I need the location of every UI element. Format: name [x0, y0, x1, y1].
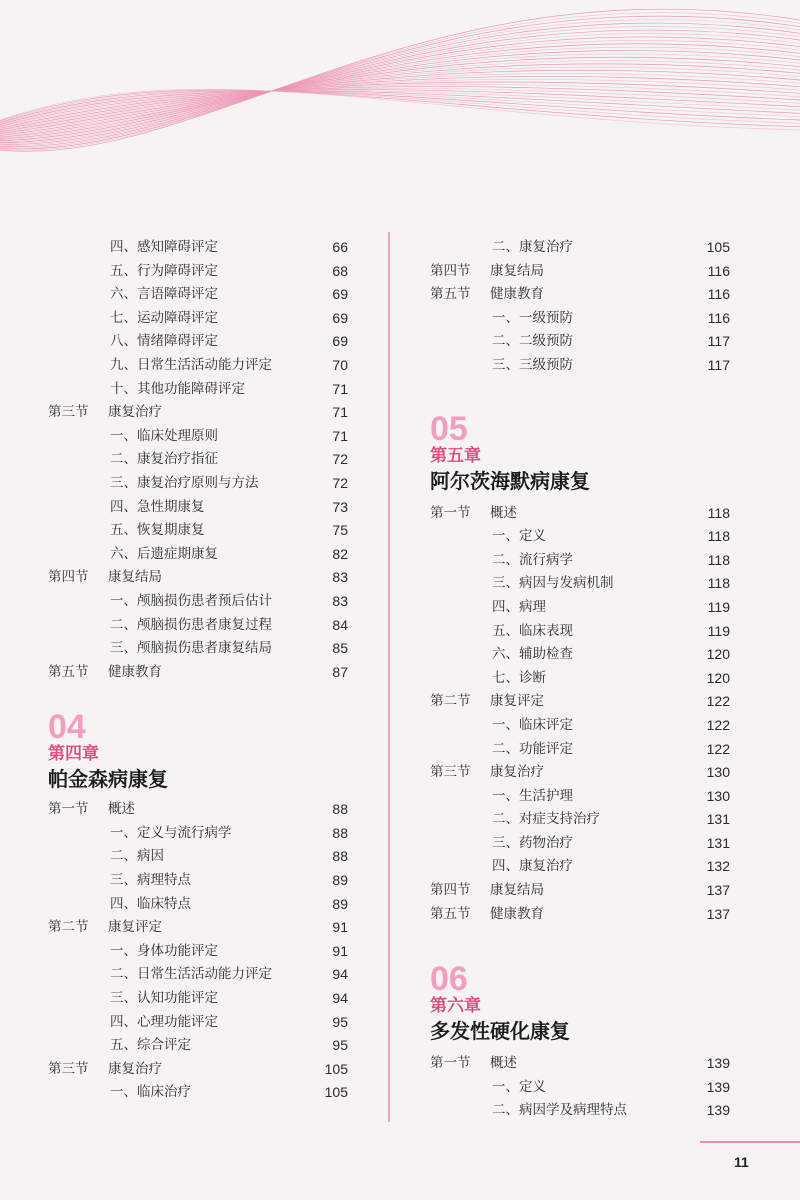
entry-title: 二、二级预防 — [492, 333, 573, 350]
page-ref: 118 — [707, 528, 730, 545]
chapter-title: 多发性硬化康复 — [430, 1019, 570, 1044]
page-ref: 94 — [332, 990, 348, 1007]
toc-left-column — [48, 236, 348, 1105]
toc-item-entry[interactable] — [48, 472, 348, 496]
toc-section-entry[interactable] — [48, 401, 348, 425]
page-ref: 72 — [332, 451, 348, 468]
page-ref: 132 — [706, 858, 730, 875]
page-ref: 71 — [332, 427, 348, 444]
toc-section-entry[interactable] — [430, 502, 730, 526]
section-number: 第一节 — [48, 801, 89, 818]
page-ref: 85 — [332, 640, 348, 657]
toc-list-continued — [430, 236, 730, 378]
page-ref: 117 — [707, 356, 730, 373]
entry-title: 七、运动障碍评定 — [110, 309, 218, 326]
page-ref: 139 — [706, 1102, 730, 1119]
page-ref: 69 — [332, 309, 348, 326]
toc-item-entry[interactable] — [430, 307, 730, 331]
entry-title: 一、生活护理 — [492, 787, 573, 804]
entry-title: 一、临床治疗 — [110, 1084, 191, 1101]
toc-item-entry[interactable] — [430, 549, 730, 573]
page-ref: 139 — [706, 1055, 730, 1072]
page-ref: 105 — [324, 1060, 348, 1077]
entry-title: 三、病因与发病机制 — [492, 575, 614, 592]
page-ref: 122 — [706, 716, 730, 733]
entry-title: 二、康复治疗指征 — [110, 451, 218, 468]
chapter-title: 阿尔茨海默病康复 — [430, 468, 590, 493]
page-ref: 131 — [706, 834, 730, 851]
section-number: 第五节 — [430, 286, 471, 303]
entry-title: 一、身体功能评定 — [110, 942, 218, 959]
entry-title: 六、言语障碍评定 — [110, 286, 218, 303]
entry-title: 一、颅脑损伤患者预后估计 — [110, 592, 272, 609]
footer-accent-line — [700, 1141, 800, 1143]
entry-title: 二、康复治疗 — [492, 239, 573, 255]
entry-title: 健康教育 — [108, 663, 162, 680]
entry-title: 一、临床评定 — [492, 716, 573, 733]
entry-title: 一、定义与流行病学 — [110, 824, 232, 841]
entry-title: 四、急性期康复 — [110, 498, 205, 515]
entry-title: 四、病理 — [492, 598, 546, 615]
entry-title: 三、三级预防 — [492, 356, 573, 373]
toc-section-entry[interactable] — [48, 916, 348, 940]
page-ref: 95 — [332, 1037, 348, 1054]
toc-item-entry[interactable] — [430, 667, 730, 691]
page-ref: 75 — [332, 522, 348, 539]
toc-item-entry[interactable] — [48, 330, 348, 354]
entry-title: 二、病因学及病理特点 — [492, 1102, 627, 1119]
toc-item-entry[interactable] — [430, 643, 730, 667]
toc-item-entry[interactable] — [48, 448, 348, 472]
page-ref: 70 — [332, 356, 348, 373]
toc-section-entry[interactable] — [48, 661, 348, 685]
page-number: 11 — [734, 1154, 749, 1170]
entry-title: 二、日常生活活动能力评定 — [110, 966, 272, 983]
entry-title: 概述 — [490, 1055, 517, 1072]
toc-item-entry[interactable] — [48, 260, 348, 284]
entry-title: 八、情绪障碍评定 — [110, 333, 218, 350]
entry-title: 概述 — [490, 504, 517, 521]
toc-section-entry[interactable] — [48, 566, 348, 590]
toc-item-entry[interactable] — [48, 1081, 348, 1105]
wave-line — [0, 90, 800, 125]
entry-title: 一、临床处理原则 — [110, 427, 218, 444]
entry-title: 五、恢复期康复 — [110, 522, 205, 539]
chapter-heading-4 — [48, 710, 348, 792]
toc-item-entry[interactable] — [48, 590, 348, 614]
entry-title: 二、流行病学 — [492, 551, 573, 568]
toc-item-entry[interactable] — [430, 738, 730, 762]
entry-title: 四、感知障碍评定 — [110, 239, 218, 255]
toc-item-entry[interactable] — [430, 354, 730, 378]
section-number: 第五节 — [430, 905, 471, 922]
toc-item-entry[interactable] — [48, 543, 348, 567]
toc-list-chapter-6 — [430, 1052, 730, 1123]
page-ref: 116 — [707, 309, 730, 326]
page-ref: 105 — [324, 1084, 348, 1101]
section-number: 第四节 — [48, 569, 89, 586]
toc-item-entry[interactable] — [48, 307, 348, 331]
page-ref: 94 — [332, 966, 348, 983]
entry-title: 三、药物治疗 — [492, 834, 573, 851]
toc-item-entry[interactable] — [48, 963, 348, 987]
page-ref: 68 — [332, 262, 348, 279]
toc-item-entry[interactable] — [48, 1034, 348, 1058]
section-number: 第五节 — [48, 663, 89, 680]
entry-title: 康复结局 — [490, 262, 544, 279]
toc-section-entry[interactable] — [430, 283, 730, 307]
chapter-label: 第四章 — [48, 744, 99, 765]
toc-item-entry[interactable] — [48, 496, 348, 520]
toc-list-chapter-4 — [48, 798, 348, 1105]
toc-section-entry[interactable] — [48, 798, 348, 822]
entry-title: 十、其他功能障碍评定 — [110, 380, 245, 397]
entry-title: 七、诊断 — [492, 669, 546, 686]
page-ref: 69 — [332, 333, 348, 350]
toc-item-entry[interactable] — [430, 832, 730, 856]
toc-item-entry[interactable] — [48, 893, 348, 917]
page-ref: 84 — [332, 616, 348, 633]
section-number: 第一节 — [430, 1055, 471, 1072]
entry-title: 三、颅脑损伤患者康复结局 — [110, 640, 272, 657]
page-ref: 82 — [332, 545, 348, 562]
toc-item-entry[interactable] — [430, 785, 730, 809]
entry-title: 康复治疗 — [108, 404, 162, 421]
toc-item-entry[interactable] — [48, 869, 348, 893]
section-number: 第二节 — [430, 693, 471, 710]
toc-list-continued — [48, 236, 348, 684]
toc-right-column — [430, 236, 730, 1123]
toc-list-chapter-5 — [430, 502, 730, 927]
chapter-heading-5 — [430, 409, 730, 494]
toc-section-entry[interactable] — [430, 761, 730, 785]
page-ref: 118 — [707, 575, 730, 592]
page-ref: 73 — [332, 498, 348, 515]
toc-item-entry[interactable] — [430, 572, 730, 596]
page-ref: 137 — [706, 905, 730, 922]
page-ref: 116 — [707, 286, 730, 303]
toc-item-entry[interactable] — [430, 714, 730, 738]
toc-item-entry[interactable] — [48, 940, 348, 964]
entry-title: 一、定义 — [492, 1078, 546, 1095]
entry-title: 五、综合评定 — [110, 1037, 191, 1054]
page-ref: 120 — [706, 646, 730, 663]
entry-title: 概述 — [108, 801, 135, 818]
toc-item-entry[interactable] — [48, 637, 348, 661]
page-ref: 69 — [332, 286, 348, 303]
toc-item-entry[interactable] — [48, 425, 348, 449]
chapter-number: 04 — [48, 708, 86, 747]
entry-title: 二、对症支持治疗 — [492, 811, 600, 828]
page-ref: 88 — [332, 824, 348, 841]
toc-item-entry[interactable] — [48, 236, 348, 260]
section-number: 第一节 — [430, 504, 471, 521]
toc-section-entry[interactable] — [430, 879, 730, 903]
page-ref: 83 — [332, 592, 348, 609]
entry-title: 健康教育 — [490, 905, 544, 922]
toc-item-entry[interactable] — [430, 855, 730, 879]
section-number: 第四节 — [430, 882, 471, 899]
entry-title: 二、功能评定 — [492, 740, 573, 757]
entry-title: 二、颅脑损伤患者康复过程 — [110, 616, 272, 633]
wave-line — [0, 30, 800, 145]
page-ref: 83 — [332, 569, 348, 586]
toc-item-entry[interactable] — [48, 845, 348, 869]
page-ref: 120 — [706, 669, 730, 686]
entry-title: 四、临床特点 — [110, 895, 191, 912]
toc-section-entry[interactable] — [430, 903, 730, 927]
toc-item-entry[interactable] — [48, 822, 348, 846]
toc-item-entry[interactable] — [48, 354, 348, 378]
toc-item-entry[interactable] — [430, 596, 730, 620]
decorative-wave-lines — [0, 0, 800, 180]
section-number: 第三节 — [48, 1060, 89, 1077]
toc-item-entry[interactable] — [430, 525, 730, 549]
toc-item-entry[interactable] — [48, 283, 348, 307]
entry-title: 康复结局 — [108, 569, 162, 586]
page-ref: 72 — [332, 474, 348, 491]
entry-title: 五、行为障碍评定 — [110, 262, 218, 279]
page-ref: 89 — [332, 895, 348, 912]
toc-item-entry[interactable] — [48, 378, 348, 402]
page-ref: 66 — [332, 239, 348, 255]
toc-item-entry[interactable] — [48, 987, 348, 1011]
toc-item-entry[interactable] — [48, 614, 348, 638]
page-ref: 122 — [706, 740, 730, 757]
entry-title: 康复治疗 — [490, 764, 544, 781]
page-ref: 105 — [706, 239, 730, 255]
entry-title: 九、日常生活活动能力评定 — [110, 356, 272, 373]
page-ref: 122 — [706, 693, 730, 710]
toc-section-entry[interactable] — [48, 1058, 348, 1082]
entry-title: 一、定义 — [492, 528, 546, 545]
entry-title: 康复治疗 — [108, 1060, 162, 1077]
page-ref: 71 — [332, 380, 348, 397]
entry-title: 康复评定 — [108, 919, 162, 936]
page-ref: 118 — [707, 551, 730, 568]
entry-title: 四、心理功能评定 — [110, 1013, 218, 1030]
page-ref: 88 — [332, 801, 348, 818]
entry-title: 健康教育 — [490, 286, 544, 303]
page-ref: 117 — [707, 333, 730, 350]
page-ref: 131 — [706, 811, 730, 828]
entry-title: 一、一级预防 — [492, 309, 573, 326]
chapter-label: 第五章 — [430, 445, 481, 466]
section-number: 第三节 — [430, 764, 471, 781]
page-ref: 119 — [707, 622, 730, 639]
page-ref: 89 — [332, 872, 348, 889]
toc-section-entry[interactable] — [430, 1052, 730, 1076]
page-ref: 130 — [706, 787, 730, 804]
chapter-heading-6 — [430, 962, 730, 1044]
toc-item-entry[interactable] — [430, 1099, 730, 1123]
toc-item-entry[interactable] — [430, 330, 730, 354]
page-ref: 91 — [332, 942, 348, 959]
page-ref: 88 — [332, 848, 348, 865]
entry-title: 二、病因 — [110, 848, 164, 865]
page-ref: 139 — [706, 1078, 730, 1095]
chapter-title: 帕金森病康复 — [48, 767, 168, 792]
entry-title: 三、认知功能评定 — [110, 990, 218, 1007]
toc-item-entry[interactable] — [430, 620, 730, 644]
column-divider — [388, 232, 390, 1122]
toc-item-entry[interactable] — [48, 519, 348, 543]
page-ref: 71 — [332, 404, 348, 421]
page-ref: 130 — [706, 764, 730, 781]
section-number: 第三节 — [48, 404, 89, 421]
toc-section-entry[interactable] — [430, 690, 730, 714]
entry-title: 三、病理特点 — [110, 872, 191, 889]
entry-title: 康复结局 — [490, 882, 544, 899]
toc-item-entry[interactable] — [430, 1076, 730, 1100]
section-number: 第四节 — [430, 262, 471, 279]
entry-title: 三、康复治疗原则与方法 — [110, 474, 259, 491]
chapter-label: 第六章 — [430, 996, 481, 1017]
toc-item-entry[interactable] — [430, 236, 730, 260]
page-ref: 137 — [706, 882, 730, 899]
page-ref: 91 — [332, 919, 348, 936]
page-ref: 87 — [332, 663, 348, 680]
entry-title: 六、后遗症期康复 — [110, 545, 218, 562]
chapter-number: 05 — [430, 409, 468, 448]
entry-title: 康复评定 — [490, 693, 544, 710]
toc-item-entry[interactable] — [430, 808, 730, 832]
toc-item-entry[interactable] — [48, 1011, 348, 1035]
section-number: 第二节 — [48, 919, 89, 936]
page-ref: 95 — [332, 1013, 348, 1030]
page-ref: 118 — [707, 504, 730, 521]
page-ref: 116 — [707, 262, 730, 279]
chapter-number: 06 — [430, 960, 468, 999]
entry-title: 四、康复治疗 — [492, 858, 573, 875]
page-ref: 119 — [707, 598, 730, 615]
entry-title: 六、辅助检查 — [492, 646, 573, 663]
toc-section-entry[interactable] — [430, 260, 730, 284]
entry-title: 五、临床表现 — [492, 622, 573, 639]
